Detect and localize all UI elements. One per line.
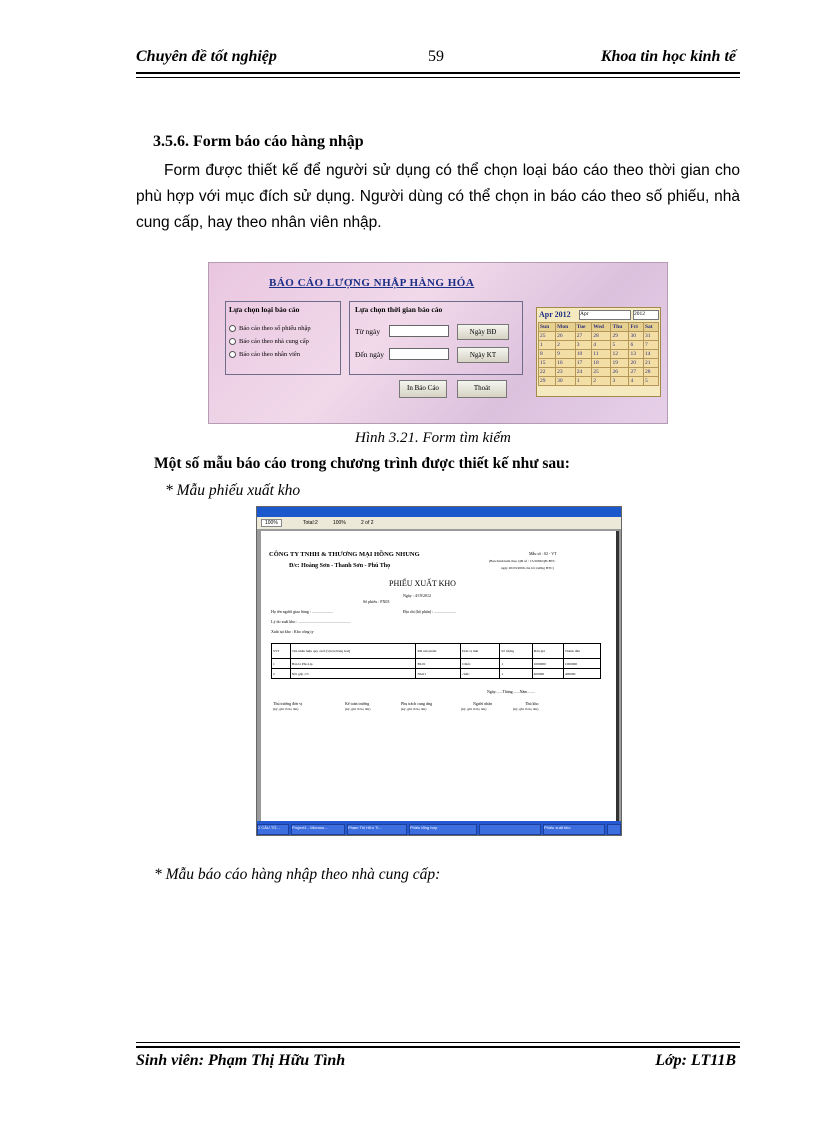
footer-rule-thin [136,1042,740,1043]
taskbar-item[interactable]: Project1 - Microso... [291,824,345,835]
day-cell[interactable]: 25 [539,332,556,341]
day-cell[interactable]: 21 [643,359,658,368]
day-header: Mon [556,323,576,332]
header-right: Khoa tin học kinh tế [600,48,736,65]
taskbar-item[interactable] [479,824,541,835]
day-cell[interactable]: 9 [556,350,576,359]
day-cell[interactable]: 3 [575,341,591,350]
header-rule [136,72,740,74]
calendar-grid [538,322,659,386]
day-cell[interactable]: 5 [611,341,629,350]
day-cell[interactable]: 4 [592,341,611,350]
form-title: BÁO CÁO LƯỢNG NHẬP HÀNG HÓA [269,277,475,289]
to-date-input[interactable] [389,348,449,360]
day-cell[interactable]: 12 [611,350,629,359]
sign-note: (ký ,ghi rõ họ tên) [401,707,427,711]
end-date-button[interactable]: Ngày KT [457,347,509,363]
day-cell[interactable]: 29 [539,377,556,386]
table-header: Đơn vị tính [461,644,500,659]
radio-by-employee[interactable]: Báo cáo theo nhân viên [229,351,300,358]
taskbar [257,821,621,835]
day-cell[interactable]: 13 [629,350,644,359]
day-cell[interactable]: 4 [629,377,644,386]
table-header: STT [272,644,291,659]
day-cell[interactable]: 28 [592,332,611,341]
day-cell[interactable]: 1 [539,341,556,350]
radio-dot-icon [229,338,236,345]
day-header: Tue [575,323,591,332]
table-row: 1 Bàn là Phi-Lip BL01 Chiếc 1 1000000 1000000 [272,659,601,669]
day-header: Wed [592,323,611,332]
year-select[interactable]: 2012 [633,310,659,320]
exit-button[interactable]: Thoát [457,380,507,398]
window-titlebar [257,507,621,517]
taskbar-item[interactable] [607,824,621,835]
signer-1: Thủ trưởng đơn vị [273,701,303,706]
day-cell[interactable]: 8 [539,350,556,359]
slip-number: Số phiếu : PX03 [363,599,390,604]
radio-by-slip[interactable]: Báo cáo theo số phiếu nhập [229,325,311,332]
form-number: Mẫu số : 02 - VT [529,551,557,556]
section-title: 3.5.6. Form báo cáo hàng nhập [153,133,364,150]
sign-note: (ký ,ghi rõ họ tên) [273,707,299,711]
day-cell[interactable]: 2 [592,377,611,386]
day-cell[interactable]: 17 [575,359,591,368]
day-cell[interactable]: 26 [611,368,629,377]
signer-3: Phụ trách cung ứng [401,701,433,706]
calendar[interactable] [536,307,661,397]
day-cell[interactable]: 16 [556,359,576,368]
day-header: Thu [611,323,629,332]
intro-line: Một số mẫu báo cáo trong chương trình được thiết kế như sau: [154,455,570,472]
radio-dot-icon [229,325,236,332]
company-name: CÔNG TY TNHH & THƯƠNG MẠI HỒNG NHUNG [269,551,420,558]
day-cell[interactable]: 2 [556,341,576,350]
scrollbar[interactable] [616,531,619,821]
from-date-input[interactable] [389,325,449,337]
footer-right: Lớp: LT11B [655,1052,736,1069]
deliverer-field: Họ tên người giao hàng : ..................... [271,609,333,614]
day-cell[interactable]: 15 [539,359,556,368]
date-line: Ngày.......Tháng.......Năm ....... [487,689,536,694]
page-count-label: 2 of 2 [361,520,374,526]
preview-toolbar [257,517,621,529]
signer-2: Kế toán trưởng [345,701,370,706]
day-cell[interactable]: 10 [575,350,591,359]
taskbar-item[interactable]: Phiếu tổng hợp [409,824,477,835]
sign-note: (ký ,ghi rõ họ tên) [345,707,371,711]
zoom-select[interactable]: 100% [261,519,282,527]
sign-note: (ký ,ghi rõ họ tên) [513,707,539,711]
slip-title: PHIẾU XUẤT KHO [389,579,456,588]
sample2-label: * Mẫu báo cáo hàng nhập theo nhà cung cấp: [154,866,441,883]
day-cell[interactable]: 20 [629,359,644,368]
table-header: Tên nhãn hiệu quy cách (vật tư,hàng hoá) [290,644,416,659]
time-label: Lựa chọn thời gian báo cáo [355,305,443,314]
month-select[interactable]: Apr [579,310,631,320]
signer-4: Người nhận [473,701,493,706]
percent-label: 100% [333,520,346,526]
print-preview-screenshot [256,506,622,836]
total-label: Total:2 [303,520,318,526]
footer-rule [136,1046,740,1048]
day-cell[interactable]: 18 [592,359,611,368]
page-number: 59 [428,48,444,65]
calendar-heading: Apr 2012 [539,310,571,319]
day-cell[interactable]: 30 [629,332,644,341]
decree-line2: ngày 20/03/2006 của bộ trưởng BTC) [501,566,554,570]
from-label: Từ ngày [355,327,381,336]
header-rule-thin [136,77,740,78]
day-cell[interactable]: 29 [611,332,629,341]
report-type-label: Lựa chọn loại báo cáo [229,305,300,314]
table-header: Mã sản phẩm [416,644,461,659]
paragraph: Form được thiết kế để người sử dụng có thể chọn loại báo cáo theo thời gian cho phù hợp với mục đích sử dụng. Người dùng có thể chọn in báo cáo theo số phiếu, nhà cung cấp, hay theo nhân viên nhập. [136,162,740,231]
figure-caption: Hình 3.21. Form tìm kiếm [355,430,511,446]
day-cell[interactable]: 7 [643,341,658,350]
day-cell[interactable]: 28 [643,368,658,377]
table-header: Thành tiền [563,644,600,659]
taskbar-item[interactable]: Phiếu xuất kho [543,824,605,835]
warehouse-field: Xuất tại kho : Kho công ty [271,629,314,634]
print-report-button[interactable]: In Báo Cáo [399,380,447,398]
day-header: Sun [539,323,556,332]
reason-field: Lý do xuất kho : .................................................... [271,619,351,624]
day-cell[interactable]: 27 [575,332,591,341]
day-cell[interactable]: 3 [611,377,629,386]
table-row: 2 Nồi gốp 1/5 NG01 chiếc 1 400000 400000 [272,669,601,679]
start-date-button[interactable]: Ngày BĐ [457,324,509,340]
day-cell[interactable]: 25 [592,368,611,377]
day-header: Sat [643,323,658,332]
day-header: Fri [629,323,644,332]
day-cell[interactable]: 1 [575,377,591,386]
report-sheet [261,531,617,821]
company-address: Đ/c: Hoàng Sơn - Thanh Sơn - Phú Thọ [289,563,391,569]
table-header: Đơn giá [532,644,563,659]
header-left: Chuyên đề tốt nghiệp [136,48,277,65]
footer-left: Sinh viên: Phạm Thị Hữu Tình [136,1052,346,1069]
day-cell[interactable]: 11 [592,350,611,359]
sign-note: (ký ,ghi rõ họ tên) [461,707,487,711]
address-field: Địa chỉ (bộ phận) : ...................... [403,609,457,614]
table-header: Số lượng [500,644,532,659]
day-cell[interactable]: 23 [556,368,576,377]
to-label: Đến ngày [355,350,384,359]
day-cell[interactable]: 14 [643,350,658,359]
day-cell[interactable]: 19 [611,359,629,368]
day-cell[interactable]: 27 [629,368,644,377]
signer-5: Thủ kho [525,701,539,706]
radio-dot-icon [229,351,236,358]
radio-by-supplier[interactable]: Báo cáo theo nhà cung cấp [229,338,309,345]
day-cell[interactable]: 22 [539,368,556,377]
day-cell[interactable]: 24 [575,368,591,377]
taskbar-item[interactable]: Phạm Thị Hữu Tì... [347,824,407,835]
day-cell[interactable]: 30 [556,377,576,386]
sample1-label: * Mẫu phiếu xuất kho [165,482,301,499]
day-cell[interactable]: 6 [629,341,644,350]
taskbar-item[interactable]: 2 CÂU TỐ... [257,824,289,835]
day-cell[interactable]: 5 [643,377,658,386]
decree-line1: (Ban hành kèm theo QĐ số : 15/2006/QĐ-BTC [489,559,556,563]
report-form-screenshot [208,262,668,424]
day-cell[interactable]: 26 [556,332,576,341]
slip-date: Ngày : 4/19/2012 [403,593,431,598]
items-table [271,643,601,679]
day-cell[interactable]: 31 [643,332,658,341]
